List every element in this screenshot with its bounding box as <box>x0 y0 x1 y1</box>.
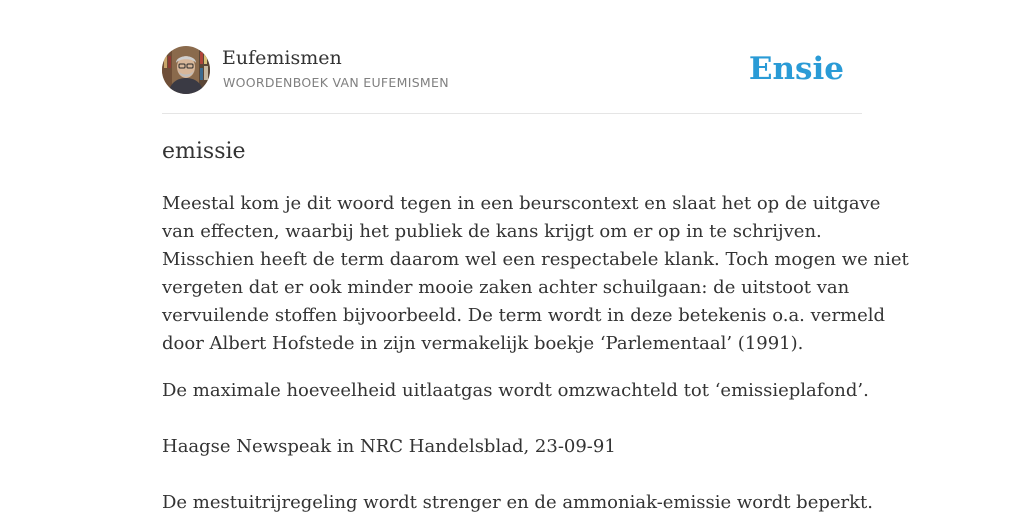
author-subtitle: WOORDENBOEK VAN EUFEMISMEN <box>223 75 449 90</box>
author-name[interactable]: Eufemismen <box>222 47 342 69</box>
entry-term-title: emissie <box>162 139 246 164</box>
entry-source: Haagse Newspeak in NRC Handelsblad, 23-09-91 <box>162 436 616 457</box>
definition-line: vergeten dat er ook minder mooie zaken achter schuilgaan: de uitstoot van <box>162 277 850 298</box>
page-container <box>162 0 909 513</box>
definition-line: van effecten, waarbij het publiek de kans krijgt om er op in te schrijven. <box>162 221 822 242</box>
entry-definition <box>162 190 909 358</box>
brand-logo-link[interactable]: Ensie <box>748 51 844 87</box>
definition-line: vervuilende stoffen bijvoorbeeld. De term wordt in deze betekenis o.a. vermeld <box>162 305 886 326</box>
header-divider <box>162 113 862 114</box>
entry-quote: De maximale hoeveelheid uitlaatgas wordt omzwachteld tot ‘emissieplafond’. <box>162 380 869 401</box>
definition-line: door Albert Hofstede in zijn vermakelijk boekje ‘Parlementaal’ (1991). <box>162 333 804 354</box>
author-avatar[interactable] <box>162 46 210 94</box>
header <box>162 46 862 96</box>
definition-line: Misschien heeft de term daarom wel een respectabele klank. Toch mogen we niet <box>162 249 909 270</box>
entry-example: De mestuitrijregeling wordt strenger en de ammoniak-emissie wordt beperkt. <box>162 492 873 513</box>
avatar-portrait-icon <box>162 46 210 94</box>
definition-line: Meestal kom je dit woord tegen in een beurscontext en slaat het op de uitgave <box>162 193 881 214</box>
